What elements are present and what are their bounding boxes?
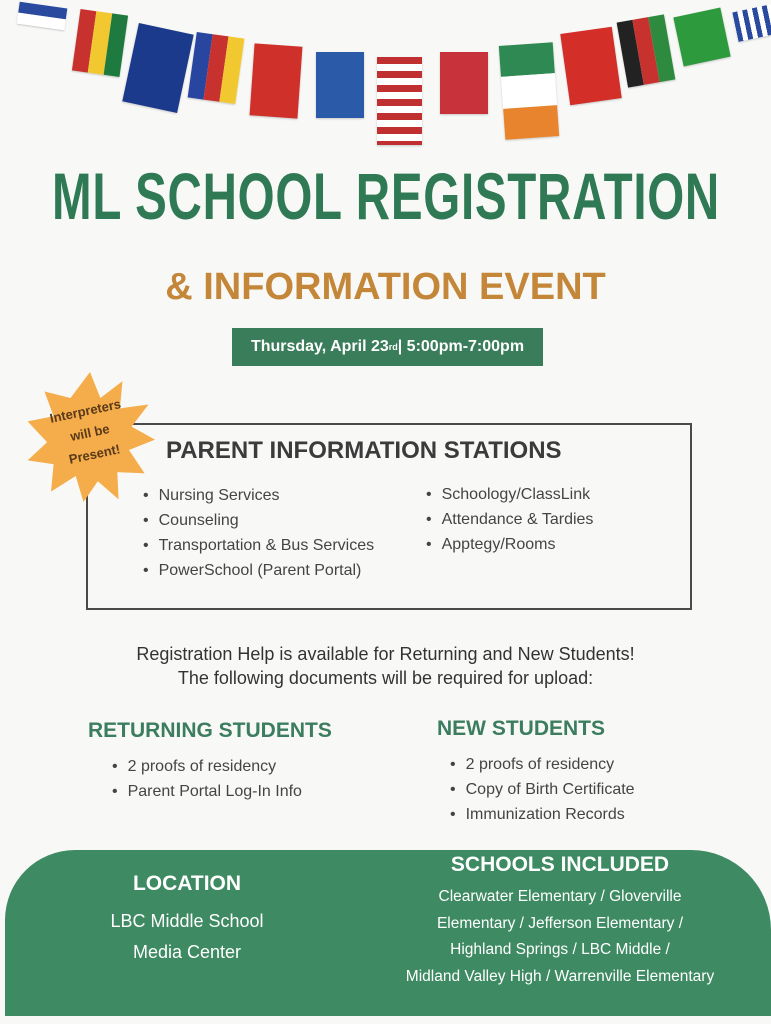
list-item: • 2 proofs of residency (450, 752, 635, 777)
flag-icon (732, 4, 771, 42)
stations-box (86, 423, 692, 610)
flag-icon (673, 8, 730, 67)
schools-line: Elementary / Jefferson Elementary / (436, 914, 684, 932)
event-date: Thursday, April 23 (250, 338, 389, 355)
schools-line: Midland Valley High / Warrenville Elementary (405, 967, 715, 985)
badge-line: Interpreters (48, 396, 123, 426)
flag-icon (17, 2, 68, 30)
new-list (450, 752, 635, 827)
list-item: • Copy of Birth Certificate (450, 777, 635, 802)
registration-line-1: Registration Help is available for Returning and New Students! (136, 644, 635, 664)
schools-line: Highland Springs / LBC Middle / (450, 941, 670, 958)
registration-line-2: The following documents will be required for upload: (177, 668, 594, 688)
flag-icon (499, 42, 559, 140)
flag-icon (316, 52, 364, 118)
list-item: • Immunization Records (450, 802, 635, 827)
list-item: • PowerSchool (Parent Portal) (143, 558, 374, 583)
list-item: • Nursing Services (143, 483, 374, 508)
flag-icon (250, 43, 303, 118)
returning-title: RETURNING STUDENTS (88, 719, 332, 742)
location-title: LOCATION (132, 872, 242, 895)
list-item: • Attendance & Tardies (426, 507, 593, 532)
flag-icon (560, 27, 622, 106)
info-panel (5, 850, 771, 1016)
page-subtitle: & INFORMATION EVENT (165, 266, 606, 308)
schools-title: SCHOOLS INCLUDED (450, 853, 670, 876)
event-time: | 5:00pm-7:00pm (397, 338, 525, 355)
date-suffix: rd (388, 342, 398, 352)
list-item: • Apptegy/Rooms (426, 532, 593, 557)
schools-list (375, 884, 745, 990)
list-item: • 2 proofs of residency (112, 754, 302, 779)
stations-list-right (426, 482, 593, 557)
list-item: • Parent Portal Log-In Info (112, 779, 302, 804)
flag-icon (440, 52, 488, 114)
flag-icon (72, 9, 128, 77)
flag-icon (122, 23, 193, 113)
badge-line: will be (68, 421, 111, 444)
list-item: • Counseling (143, 508, 374, 533)
schools-line: Clearwater Elementary / Gloverville (438, 888, 682, 905)
new-title: NEW STUDENTS (437, 717, 605, 740)
location-line-1: LBC Middle School (110, 911, 264, 931)
stations-list-left (143, 483, 374, 583)
page-title: ML SCHOOL REGISTRATION (51, 159, 720, 233)
list-item: • Schoology/ClassLink (426, 482, 593, 507)
flag-icon (377, 57, 422, 145)
list-item: • Transportation & Bus Services (143, 533, 374, 558)
location-line-2: Media Center (132, 942, 242, 962)
flag-icon (188, 32, 245, 104)
event-date-banner (232, 328, 543, 366)
stations-title: PARENT INFORMATION STATIONS (166, 437, 562, 464)
flag-icon (617, 14, 676, 87)
badge-line: Present! (67, 441, 122, 467)
returning-list (112, 754, 302, 804)
